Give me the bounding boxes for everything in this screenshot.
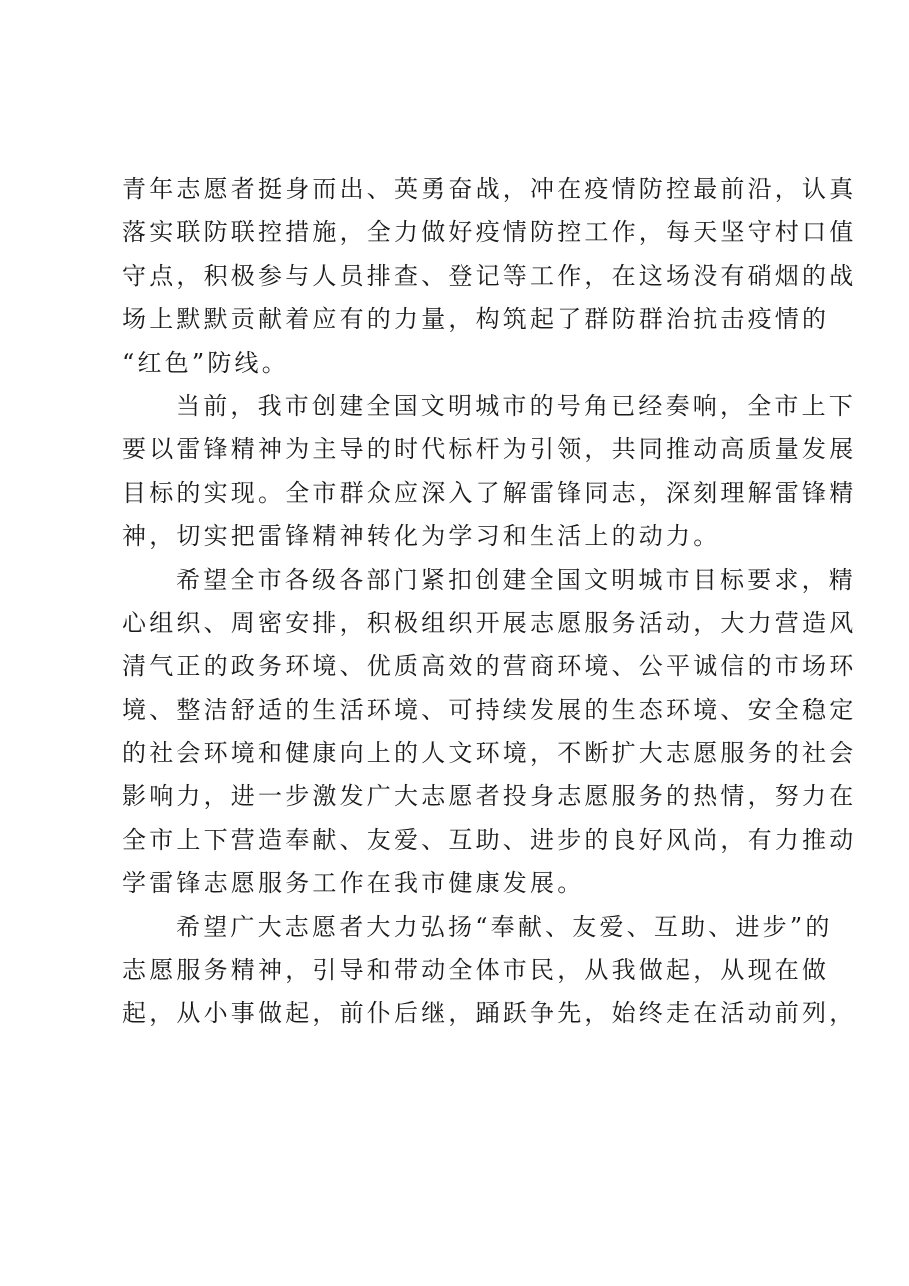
text-line: 境、整洁舒适的生活环境、可持续发展的生态环境、安全稳定 [122, 695, 857, 724]
text-line: 的社会环境和健康向上的人文环境，不断扩大志愿服务的社会 [122, 739, 857, 768]
text-line: “红色”防线。 [122, 348, 289, 377]
text-line: 希望广大志愿者大力弘扬“奉献、友爱、互助、进步”的 [176, 912, 833, 941]
text-line: 落实联防联控措施，全力做好疫情防控工作，每天坚守村口值 [122, 218, 857, 247]
text-line: 志愿服务精神，引导和带动全体市民，从我做起，从现在做 [122, 956, 830, 985]
text-line: 希望全市各级各部门紧扣创建全国文明城市目标要求，精 [176, 565, 856, 594]
text-line: 起，从小事做起，前仆后继，踊跃争先，始终走在活动前列， [122, 999, 857, 1028]
paragraph-2 [122, 385, 857, 559]
text-line: 神，切实把雷锋精神转化为学习和生活上的动力。 [122, 522, 721, 551]
paragraph-3 [122, 559, 857, 906]
text-line: 学雷锋志愿服务工作在我市健康发展。 [122, 869, 585, 898]
text-line: 心组织、周密安排，积极组织开展志愿服务活动，大力营造风 [122, 608, 857, 637]
paragraph-4 [122, 906, 857, 1036]
text-line: 守点，积极参与人员排查、登记等工作，在这场没有硝烟的战 [122, 261, 857, 290]
paragraph-1 [122, 168, 857, 385]
text-line: 全市上下营造奉献、友爱、互助、进步的良好风尚，有力推动 [122, 825, 857, 854]
text-line: 清气正的政务环境、优质高效的营商环境、公平诚信的市场环 [122, 652, 857, 681]
text-line: 青年志愿者挺身而出、英勇奋战，冲在疫情防控最前沿，认真 [122, 175, 857, 203]
document-body [122, 168, 857, 1036]
text-line: 要以雷锋精神为主导的时代标杆为引领，共同推动高质量发展 [122, 435, 857, 464]
text-line: 场上默默贡献着应有的力量，构筑起了群防群治抗击疫情的 [122, 305, 830, 334]
text-line: 目标的实现。全市群众应深入了解雷锋同志，深刻理解雷锋精 [122, 478, 857, 507]
text-line: 影响力，进一步激发广大志愿者投身志愿服务的热情，努力在 [122, 782, 857, 811]
text-line: 当前，我市创建全国文明城市的号角已经奏响，全市上下 [176, 391, 856, 420]
